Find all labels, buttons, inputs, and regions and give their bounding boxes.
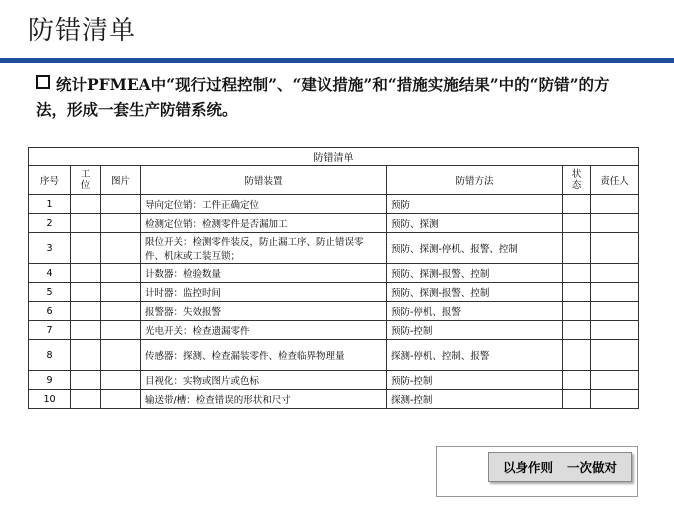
row-status bbox=[563, 214, 591, 233]
row-image bbox=[101, 340, 141, 371]
table-row bbox=[29, 340, 639, 371]
row-method: 预防、探测-报警、控制 bbox=[387, 283, 563, 302]
row-image bbox=[101, 283, 141, 302]
row-image bbox=[101, 390, 141, 409]
table-row bbox=[29, 233, 639, 264]
row-number: 4 bbox=[29, 264, 71, 283]
intro-paragraph bbox=[36, 72, 636, 122]
row-method: 预防、探测 bbox=[387, 214, 563, 233]
row-device: 传感器：探测、检查漏装零件、检查临界物理量 bbox=[141, 340, 387, 371]
table-row bbox=[29, 283, 639, 302]
row-owner bbox=[591, 283, 639, 302]
table-row bbox=[29, 390, 639, 409]
row-image bbox=[101, 233, 141, 264]
row-status bbox=[563, 264, 591, 283]
row-owner bbox=[591, 195, 639, 214]
row-device: 光电开关：检查遗漏零件 bbox=[141, 321, 387, 340]
header-image: 图片 bbox=[101, 166, 141, 195]
row-method: 预防-控制 bbox=[387, 321, 563, 340]
row-status bbox=[563, 321, 591, 340]
square-bullet-icon bbox=[36, 75, 50, 89]
row-owner bbox=[591, 214, 639, 233]
row-image bbox=[101, 371, 141, 390]
row-owner bbox=[591, 390, 639, 409]
row-method: 预防、探测-报警、控制 bbox=[387, 264, 563, 283]
table-row bbox=[29, 195, 639, 214]
row-owner bbox=[591, 233, 639, 264]
row-number: 3 bbox=[29, 233, 71, 264]
row-device: 导向定位销：工件正确定位 bbox=[141, 195, 387, 214]
title-divider bbox=[0, 58, 674, 63]
row-device: 计时器：监控时间 bbox=[141, 283, 387, 302]
row-owner bbox=[591, 340, 639, 371]
row-device: 输送带/槽：检查错误的形状和尺寸 bbox=[141, 390, 387, 409]
row-owner bbox=[591, 371, 639, 390]
row-number: 6 bbox=[29, 302, 71, 321]
row-number: 10 bbox=[29, 390, 71, 409]
row-number: 5 bbox=[29, 283, 71, 302]
table-row bbox=[29, 321, 639, 340]
row-image bbox=[101, 195, 141, 214]
row-status bbox=[563, 340, 591, 371]
header-station: 工位 bbox=[71, 166, 101, 195]
row-method: 预防-停机、报警 bbox=[387, 302, 563, 321]
header-method: 防错方法 bbox=[387, 166, 563, 195]
row-station bbox=[71, 195, 101, 214]
row-station bbox=[71, 340, 101, 371]
row-status bbox=[563, 233, 591, 264]
header-owner: 责任人 bbox=[591, 166, 639, 195]
row-number: 2 bbox=[29, 214, 71, 233]
table-row bbox=[29, 302, 639, 321]
row-status bbox=[563, 390, 591, 409]
row-status bbox=[563, 195, 591, 214]
slogan-left: 以身作则 bbox=[502, 460, 553, 475]
row-method: 预防-控制 bbox=[387, 371, 563, 390]
row-image bbox=[101, 264, 141, 283]
table-header-row bbox=[29, 166, 639, 195]
row-number: 8 bbox=[29, 340, 71, 371]
row-station bbox=[71, 371, 101, 390]
row-device: 报警器：失效报警 bbox=[141, 302, 387, 321]
row-status bbox=[563, 283, 591, 302]
row-number: 1 bbox=[29, 195, 71, 214]
row-method: 预防 bbox=[387, 195, 563, 214]
slogan-stamp bbox=[488, 452, 632, 482]
row-status bbox=[563, 371, 591, 390]
row-method: 预防、探测-停机、报警、控制 bbox=[387, 233, 563, 264]
table-row bbox=[29, 371, 639, 390]
header-device: 防错装置 bbox=[141, 166, 387, 195]
row-owner bbox=[591, 302, 639, 321]
row-status bbox=[563, 302, 591, 321]
header-no: 序号 bbox=[29, 166, 71, 195]
slogan-right: 一次做对 bbox=[567, 460, 618, 475]
row-owner bbox=[591, 264, 639, 283]
row-owner bbox=[591, 321, 639, 340]
row-station bbox=[71, 321, 101, 340]
table-row bbox=[29, 214, 639, 233]
row-image bbox=[101, 321, 141, 340]
row-station bbox=[71, 302, 101, 321]
row-station bbox=[71, 390, 101, 409]
row-method: 探测-控制 bbox=[387, 390, 563, 409]
row-image bbox=[101, 302, 141, 321]
row-number: 7 bbox=[29, 321, 71, 340]
row-station bbox=[71, 283, 101, 302]
row-method: 探测-停机、控制、报警 bbox=[387, 340, 563, 371]
row-station bbox=[71, 214, 101, 233]
row-device: 计数器：检验数量 bbox=[141, 264, 387, 283]
row-device: 限位开关：检测零件装反，防止漏工序、防止错误零件、机床或工装互锁； bbox=[141, 233, 387, 264]
row-device: 检测定位销：检测零件是否漏加工 bbox=[141, 214, 387, 233]
page-title: 防错清单 bbox=[28, 16, 137, 46]
row-device: 目视化：实物或图片或色标 bbox=[141, 371, 387, 390]
row-station bbox=[71, 264, 101, 283]
row-number: 9 bbox=[29, 371, 71, 390]
table-caption: 防错清单 bbox=[29, 148, 639, 166]
error-proofing-table bbox=[28, 147, 639, 409]
row-station bbox=[71, 233, 101, 264]
table-row bbox=[29, 264, 639, 283]
header-status: 状态 bbox=[563, 166, 591, 195]
intro-text: 统计PFMEA中“现行过程控制”、“建议措施”和“措施实施结果”中的“防错”的方法，形成一套生产防错系统。 bbox=[36, 75, 610, 119]
row-image bbox=[101, 214, 141, 233]
